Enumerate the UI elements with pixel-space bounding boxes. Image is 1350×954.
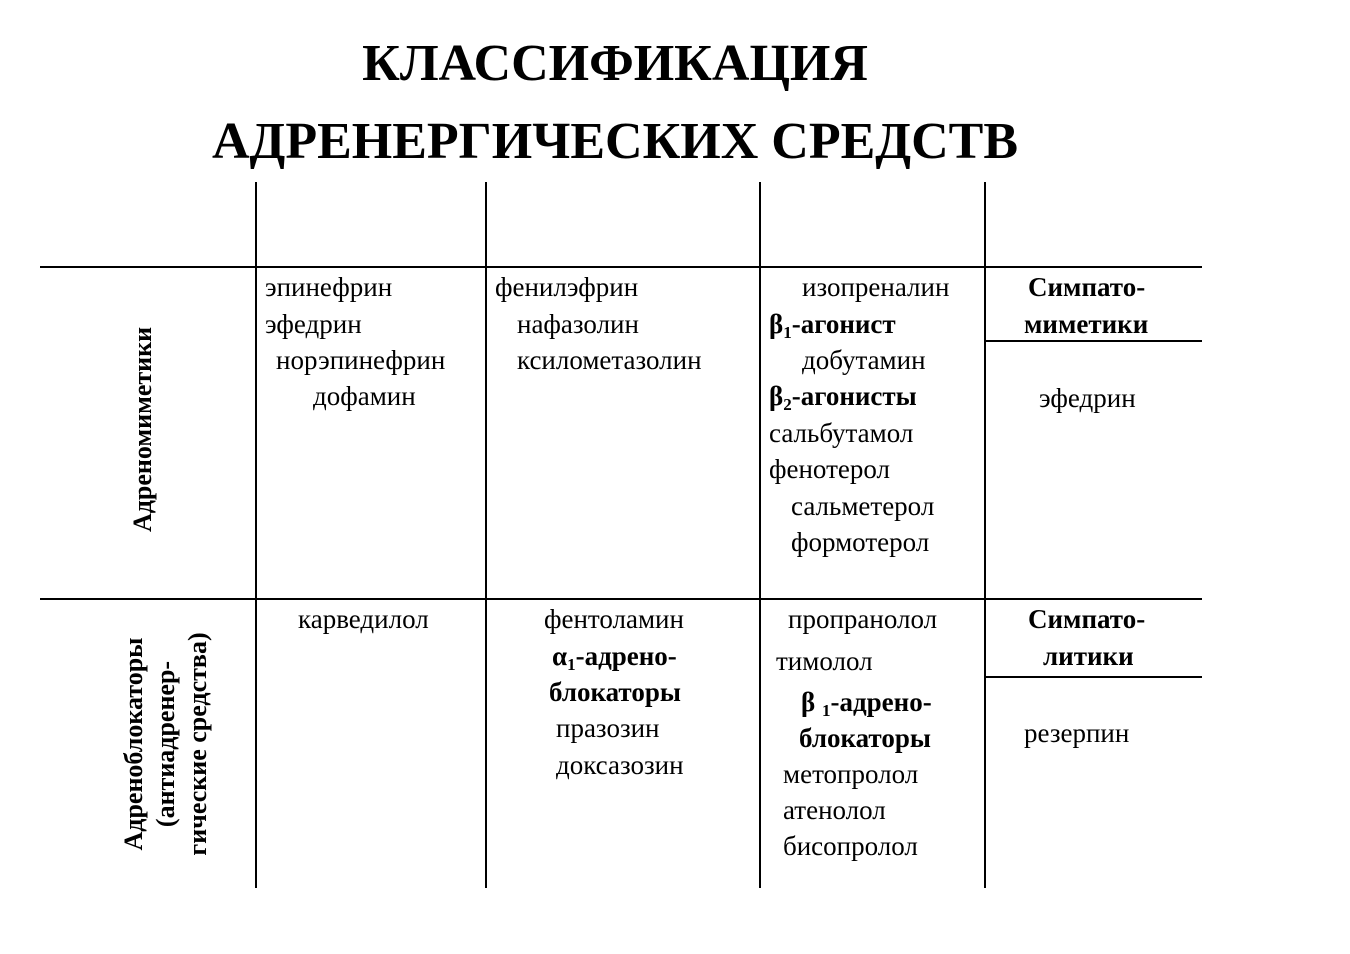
- mimetics-col3-item3: сальбутамол: [769, 418, 914, 448]
- beta2-suffix: -агонисты: [791, 381, 917, 411]
- grid-vline-3: [759, 182, 761, 888]
- beta1-blocker-subscript: 1: [821, 701, 831, 720]
- mimetics-col3-item1: изопреналин: [802, 272, 950, 302]
- beta1-blocker-suffix: -адрено-: [830, 687, 932, 717]
- beta1-blockers-heading-line1: [801, 689, 932, 719]
- sympathomimetics-item: эфедрин: [1039, 383, 1136, 413]
- row-label-blockers-line1: Адреноблокаторы: [119, 637, 148, 851]
- blockers-col1-item1: карведилол: [298, 604, 429, 634]
- blockers-col3-item2: тимолол: [776, 646, 873, 676]
- row-label-adrenomimetics: [127, 326, 159, 532]
- mimetics-col3-item5: сальметерол: [791, 491, 935, 521]
- grid-hline-sympathomimetics: [985, 340, 1202, 342]
- beta1-suffix: -агонист: [791, 309, 896, 339]
- blockers-col2-item2: празозин: [556, 713, 660, 743]
- grid-vline-1: [255, 182, 257, 888]
- beta2-symbol: β: [769, 381, 784, 411]
- grid-vline-2: [485, 182, 487, 888]
- beta1-symbol: β: [769, 309, 784, 339]
- row-label-blockers-line2: (антиадренер-: [151, 660, 180, 828]
- page-title-line2: АДРЕНЕРГИЧЕСКИХ СРЕДСТВ: [212, 113, 1018, 170]
- beta1-subscript: 1: [783, 323, 792, 342]
- beta2-subscript: 2: [783, 395, 792, 414]
- sympatholytics-item: резерпин: [1024, 718, 1130, 748]
- mimetics-col3-item2: добутамин: [802, 345, 926, 375]
- blockers-col3-item4: атенолол: [783, 795, 886, 825]
- alpha1-symbol: α: [552, 641, 568, 671]
- blockers-col3-item1: пропранолол: [788, 604, 938, 634]
- alpha1-blockers-heading-line2: блокаторы: [549, 677, 681, 707]
- mimetics-col2-item2: нафазолин: [517, 309, 639, 339]
- blockers-col2-item1: фентоламин: [544, 604, 684, 634]
- mimetics-col1-item1: эпинефрин: [265, 272, 393, 302]
- mimetics-col1-item3: норэпинефрин: [276, 345, 446, 375]
- mimetics-col3-item6: формотерол: [791, 527, 930, 557]
- mimetics-col1-item2: эфедрин: [265, 309, 362, 339]
- beta2-agonists-heading: [769, 383, 917, 413]
- mimetics-col2-item1: фенилэфрин: [495, 272, 639, 302]
- sympathomimetics-header-line1: Симпато-: [1028, 272, 1146, 302]
- page-title-line1: КЛАССИФИКАЦИЯ: [362, 35, 868, 92]
- blockers-col3-item5: бисопролол: [783, 831, 918, 861]
- sympatholytics-header-line2: литики: [1043, 641, 1134, 671]
- sympathomimetics-header-line2: миметики: [1024, 309, 1149, 339]
- grid-hline-middle: [40, 598, 1202, 600]
- alpha1-blockers-heading-line1: [552, 643, 677, 673]
- grid-hline-sympatholytics: [985, 676, 1202, 678]
- beta1-agonist-heading: [769, 311, 896, 341]
- alpha1-subscript: 1: [567, 655, 576, 674]
- beta1-blocker-symbol: β: [801, 687, 816, 717]
- grid-hline-top: [40, 266, 1202, 268]
- sympatholytics-header-line1: Симпато-: [1028, 604, 1146, 634]
- mimetics-col1-item4: дофамин: [313, 381, 416, 411]
- mimetics-col2-item3: ксилометазолин: [517, 345, 702, 375]
- row-label-blockers-line3: гические средства): [183, 632, 212, 856]
- row-label-adrenoblockers: [118, 614, 214, 874]
- blockers-col3-item3: метопролол: [783, 759, 919, 789]
- beta1-blockers-heading-line2: блокаторы: [799, 723, 931, 753]
- grid-vline-4: [984, 182, 986, 888]
- blockers-col2-item3: доксазозин: [556, 750, 684, 780]
- row-label-adrenomimetics-text: Адреномиметики: [128, 326, 157, 532]
- mimetics-col3-item4: фенотерол: [769, 454, 890, 484]
- alpha1-suffix: -адрено-: [575, 641, 677, 671]
